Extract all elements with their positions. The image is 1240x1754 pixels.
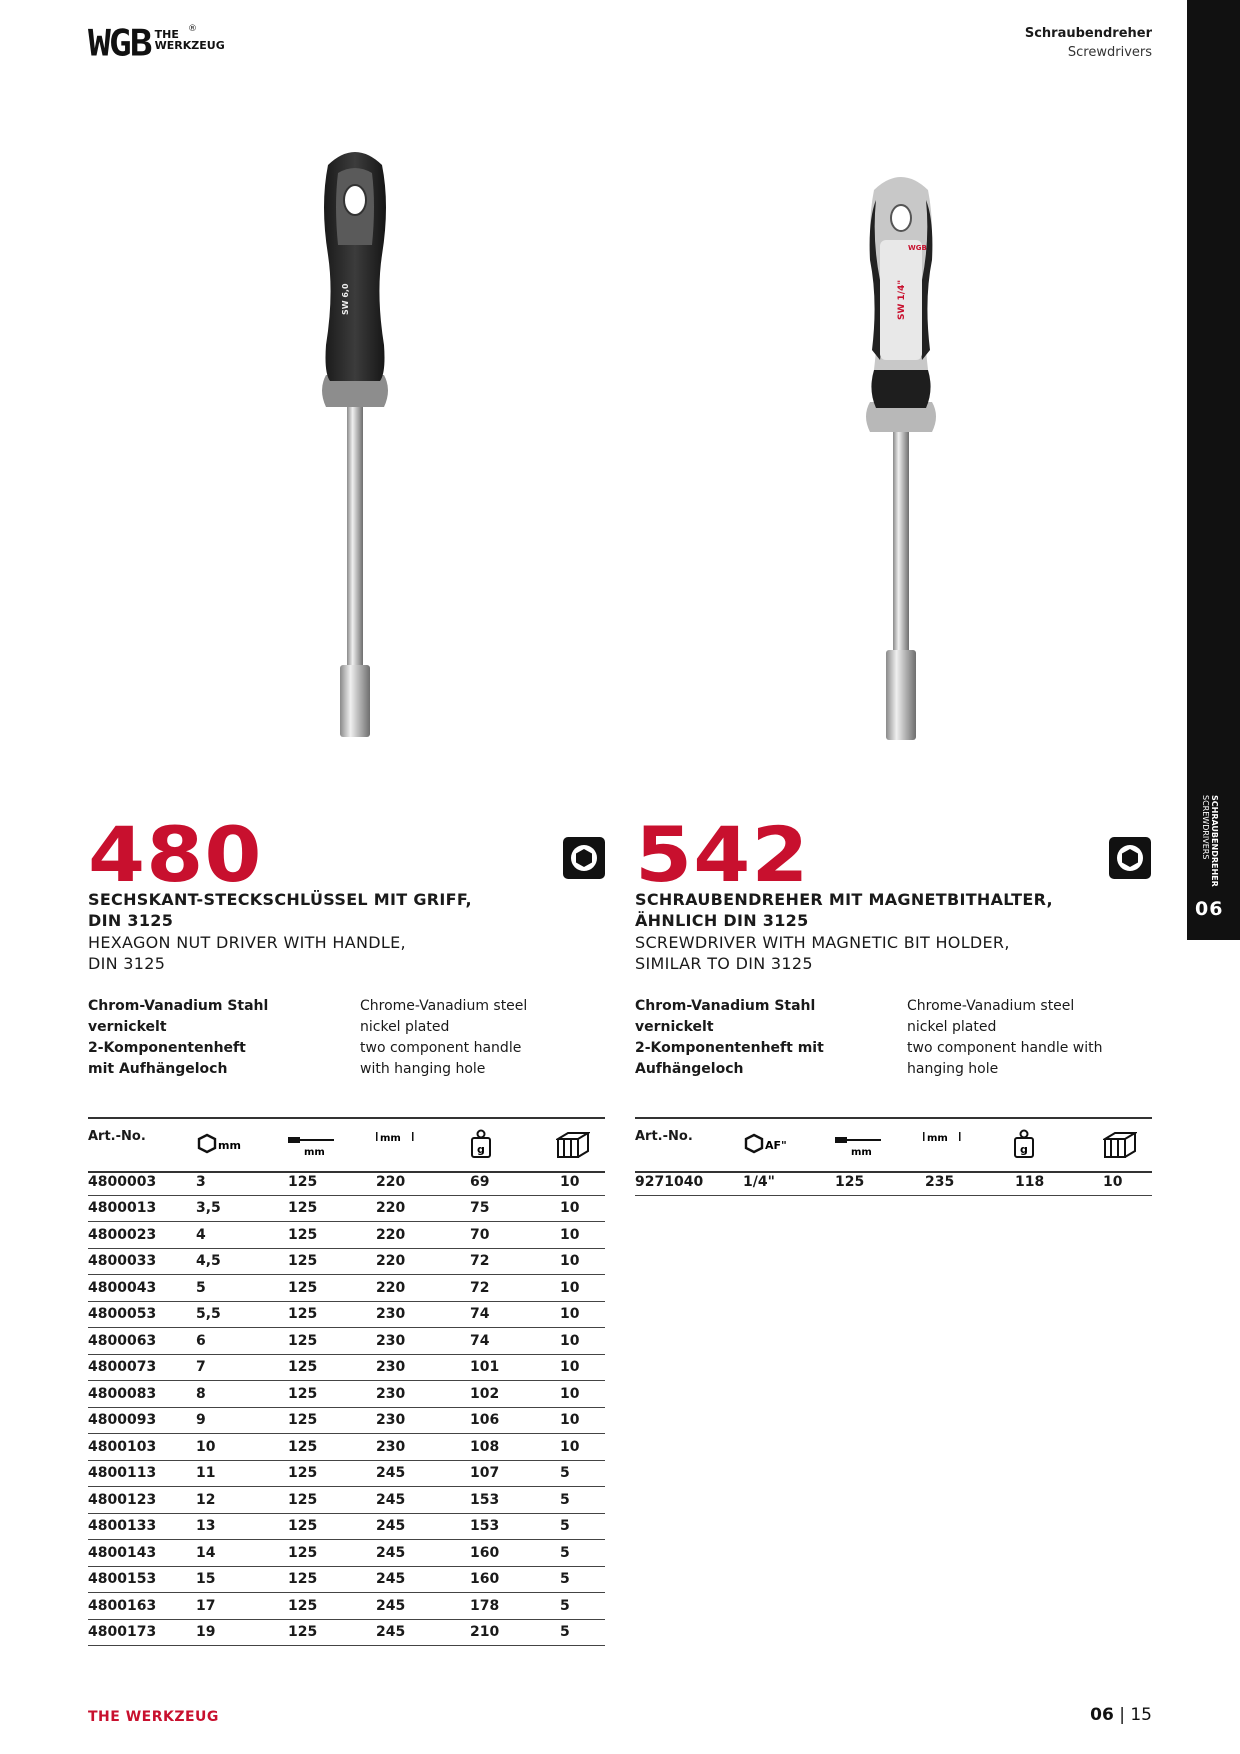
spec-de-item: vernickelt — [635, 1019, 714, 1035]
spec-list-en-542 — [907, 996, 1102, 1080]
footer-brand: THE WERKZEUG — [88, 1709, 219, 1725]
spec-en-item: hanging hole — [907, 1061, 999, 1077]
pack-quantity-icon — [1103, 1129, 1137, 1163]
table-cell: 245 — [376, 1487, 470, 1514]
table-cell: 7 — [196, 1354, 288, 1381]
table-cell: 220 — [376, 1275, 470, 1302]
product-number-542: 542 — [635, 810, 810, 899]
table-cell: 10 — [560, 1275, 605, 1302]
table-cell: 125 — [288, 1275, 376, 1302]
spec-de-item: Aufhängeloch — [635, 1061, 744, 1077]
table-cell: 125 — [288, 1248, 376, 1275]
table-cell: 3,5 — [196, 1195, 288, 1222]
table-cell: 5 — [560, 1593, 605, 1620]
weight-unit: g — [477, 1143, 485, 1156]
table-cell: 4800113 — [88, 1460, 196, 1487]
page-number — [1090, 1705, 1152, 1725]
length-unit: mm — [927, 1133, 948, 1144]
table-cell: 4800033 — [88, 1248, 196, 1275]
sidebar-label — [1199, 795, 1219, 887]
table-cell: 125 — [288, 1354, 376, 1381]
title-de-line-2: ÄHNLICH DIN 3125 — [635, 911, 809, 930]
title-de-line-1: SCHRAUBENDREHER MIT MAGNETBITHALTER, — [635, 890, 1053, 909]
table-cell: 230 — [376, 1407, 470, 1434]
footer-chapter: 06 — [1090, 1705, 1114, 1725]
title-en-line-2: SIMILAR TO DIN 3125 — [635, 954, 813, 973]
spec-de-item: vernickelt — [88, 1019, 167, 1035]
table-cell: 10 — [196, 1434, 288, 1461]
table-cell: 15 — [196, 1566, 288, 1593]
table-cell: 230 — [376, 1381, 470, 1408]
spec-de-item: Chrom-Vanadium Stahl — [88, 998, 269, 1014]
table-row — [88, 1195, 605, 1222]
table-cell: 4 — [196, 1222, 288, 1249]
weight-icon — [1013, 1129, 1035, 1163]
product-title-en-480 — [88, 932, 406, 974]
data-table-480 — [88, 1169, 605, 1646]
table-cell: 106 — [470, 1407, 560, 1434]
hex-size-icon — [196, 1133, 246, 1159]
pack-quantity-icon — [556, 1129, 590, 1163]
table-cell: 3 — [196, 1169, 288, 1195]
table-cell: 4800173 — [88, 1619, 196, 1646]
table-row — [88, 1169, 605, 1195]
table-row — [88, 1381, 605, 1408]
table-cell: 4800143 — [88, 1540, 196, 1567]
table-cell: 11 — [196, 1460, 288, 1487]
spec-en-item: Chrome-Vanadium steel — [360, 998, 528, 1014]
table-body-480 — [88, 1169, 605, 1646]
table-cell: 74 — [470, 1301, 560, 1328]
table-cell: 4800123 — [88, 1487, 196, 1514]
table-cell: 230 — [376, 1328, 470, 1355]
category-title-de: Schraubendreher — [1024, 26, 1152, 41]
table-cell: 4800133 — [88, 1513, 196, 1540]
brand-logo — [88, 22, 225, 64]
table-cell: 4800043 — [88, 1275, 196, 1302]
product-image-480 — [310, 145, 400, 745]
table-cell: 72 — [470, 1275, 560, 1302]
table-body-542 — [635, 1169, 1152, 1195]
table-cell: 5 — [560, 1513, 605, 1540]
table-cell: 125 — [288, 1513, 376, 1540]
spec-de-item: 2-Komponentenheft mit — [635, 1040, 824, 1056]
spec-en-item: Chrome-Vanadium steel — [907, 998, 1075, 1014]
table-cell: 125 — [288, 1169, 376, 1195]
table-cell: 9271040 — [635, 1169, 743, 1195]
table-cell: 125 — [288, 1434, 376, 1461]
table-row — [88, 1593, 605, 1620]
table-cell: 108 — [470, 1434, 560, 1461]
title-de-line-2: DIN 3125 — [88, 911, 174, 930]
table-row — [88, 1513, 605, 1540]
table-cell: 4800093 — [88, 1407, 196, 1434]
table-row — [88, 1566, 605, 1593]
table-cell: 5,5 — [196, 1301, 288, 1328]
table-cell: 230 — [376, 1434, 470, 1461]
spec-list-de-480 — [88, 996, 268, 1080]
table-cell: 10 — [560, 1195, 605, 1222]
spec-en-item: nickel plated — [907, 1019, 997, 1035]
table-cell: 153 — [470, 1513, 560, 1540]
footer-separator: | — [1119, 1705, 1125, 1725]
table-cell: 4800073 — [88, 1354, 196, 1381]
product-title-de-542 — [635, 889, 1053, 931]
table-cell: 4800053 — [88, 1301, 196, 1328]
table-cell: 107 — [470, 1460, 560, 1487]
sidebar-label-de: SCHRAUBENDREHER — [1210, 795, 1219, 887]
table-cell: 10 — [560, 1434, 605, 1461]
table-cell: 69 — [470, 1169, 560, 1195]
title-en-line-1: SCREWDRIVER WITH MAGNETIC BIT HOLDER, — [635, 933, 1010, 952]
table-cell: 245 — [376, 1540, 470, 1567]
table-row — [88, 1275, 605, 1302]
logo-registered: ® — [188, 24, 197, 34]
product-number-480: 480 — [88, 810, 263, 899]
table-row — [88, 1487, 605, 1514]
table-cell: 6 — [196, 1328, 288, 1355]
table-cell: 4800163 — [88, 1593, 196, 1620]
table-cell: 1/4" — [743, 1169, 835, 1195]
table-cell: 10 — [560, 1407, 605, 1434]
spec-list-en-480 — [360, 996, 527, 1080]
table-cell: 118 — [1015, 1169, 1103, 1195]
table-cell: 245 — [376, 1619, 470, 1646]
table-row — [88, 1407, 605, 1434]
table-cell: 125 — [288, 1619, 376, 1646]
table-cell: 125 — [288, 1301, 376, 1328]
table-cell: 153 — [470, 1487, 560, 1514]
table-cell: 10 — [560, 1354, 605, 1381]
table-cell: 125 — [288, 1593, 376, 1620]
table-cell: 72 — [470, 1248, 560, 1275]
blade-unit: mm — [851, 1147, 872, 1157]
sidebar-label-en: SCREWDRIVERS — [1201, 795, 1210, 860]
table-cell: 14 — [196, 1540, 288, 1567]
table-cell: 4800083 — [88, 1381, 196, 1408]
logo-line-2: WERKZEUG — [154, 39, 225, 52]
table-cell: 125 — [288, 1222, 376, 1249]
spec-en-item: two component handle — [360, 1040, 522, 1056]
table-cell: 125 — [288, 1195, 376, 1222]
table-row — [88, 1248, 605, 1275]
table-cell: 8 — [196, 1381, 288, 1408]
table-cell: 70 — [470, 1222, 560, 1249]
table-row — [88, 1301, 605, 1328]
table-cell: 160 — [470, 1566, 560, 1593]
table-cell: 4800003 — [88, 1169, 196, 1195]
table-cell: 102 — [470, 1381, 560, 1408]
table-cell: 5 — [196, 1275, 288, 1302]
table-cell: 125 — [288, 1381, 376, 1408]
table-cell: 10 — [1103, 1169, 1152, 1195]
table-header-480 — [88, 1117, 605, 1173]
table-cell: 10 — [560, 1328, 605, 1355]
col-artno: Art.-No. — [635, 1129, 693, 1144]
table-cell: 17 — [196, 1593, 288, 1620]
table-cell: 4800153 — [88, 1566, 196, 1593]
table-row — [88, 1222, 605, 1249]
hex-drive-icon — [1109, 837, 1151, 879]
table-cell: 125 — [288, 1566, 376, 1593]
table-cell: 160 — [470, 1540, 560, 1567]
table-cell: 10 — [560, 1381, 605, 1408]
table-cell: 9 — [196, 1407, 288, 1434]
table-cell: 220 — [376, 1222, 470, 1249]
weight-unit: g — [1020, 1143, 1028, 1156]
table-cell: 125 — [288, 1460, 376, 1487]
footer-page: 15 — [1130, 1705, 1152, 1725]
table-cell: 125 — [288, 1487, 376, 1514]
table-cell: 5 — [560, 1460, 605, 1487]
table-cell: 245 — [376, 1593, 470, 1620]
table-cell: 245 — [376, 1460, 470, 1487]
table-cell: 125 — [288, 1540, 376, 1567]
blade-length-icon — [288, 1133, 336, 1161]
handle-marking-542: SW 1/4" — [897, 279, 907, 320]
size-unit: AF" — [765, 1139, 787, 1152]
table-cell: 245 — [376, 1566, 470, 1593]
title-en-line-1: HEXAGON NUT DRIVER WITH HANDLE, — [88, 933, 406, 952]
table-cell: 125 — [835, 1169, 925, 1195]
table-row — [88, 1540, 605, 1567]
table-cell: 4800103 — [88, 1434, 196, 1461]
table-row — [88, 1460, 605, 1487]
table-cell: 125 — [288, 1407, 376, 1434]
table-cell: 220 — [376, 1169, 470, 1195]
title-en-line-2: DIN 3125 — [88, 954, 166, 973]
size-unit: mm — [218, 1139, 241, 1152]
table-cell: 74 — [470, 1328, 560, 1355]
spec-en-item: with hanging hole — [360, 1061, 486, 1077]
table-cell: 125 — [288, 1328, 376, 1355]
spec-list-de-542 — [635, 996, 824, 1080]
data-table-542 — [635, 1169, 1152, 1196]
table-cell: 235 — [925, 1169, 1015, 1195]
spec-en-item: nickel plated — [360, 1019, 450, 1035]
total-length-icon — [376, 1129, 420, 1149]
table-cell: 220 — [376, 1195, 470, 1222]
table-cell: 5 — [560, 1487, 605, 1514]
table-cell: 210 — [470, 1619, 560, 1646]
col-artno: Art.-No. — [88, 1129, 146, 1144]
table-cell: 10 — [560, 1222, 605, 1249]
table-cell: 5 — [560, 1619, 605, 1646]
title-de-line-1: SECHSKANT-STECKSCHLÜSSEL MIT GRIFF, — [88, 890, 472, 909]
table-cell: 230 — [376, 1301, 470, 1328]
weight-icon — [470, 1129, 492, 1163]
total-length-icon — [923, 1129, 967, 1149]
handle-logo-542: WGB — [908, 244, 927, 252]
table-cell: 75 — [470, 1195, 560, 1222]
table-cell: 4,5 — [196, 1248, 288, 1275]
spec-de-item: mit Aufhängeloch — [88, 1061, 228, 1077]
table-cell: 10 — [560, 1301, 605, 1328]
table-cell: 10 — [560, 1248, 605, 1275]
product-image-542 — [856, 170, 946, 745]
table-cell: 178 — [470, 1593, 560, 1620]
logo-line-1: THE — [154, 28, 179, 41]
hex-drive-icon — [563, 837, 605, 879]
hex-af-size-icon — [743, 1133, 793, 1159]
logo-mark: WGB — [88, 22, 151, 64]
table-cell: 13 — [196, 1513, 288, 1540]
category-title-en: Screwdrivers — [1067, 45, 1152, 60]
table-row — [88, 1434, 605, 1461]
table-cell: 5 — [560, 1566, 605, 1593]
table-cell: 4800063 — [88, 1328, 196, 1355]
table-cell: 4800013 — [88, 1195, 196, 1222]
blade-length-icon — [835, 1133, 883, 1161]
table-cell: 230 — [376, 1354, 470, 1381]
table-row — [88, 1354, 605, 1381]
table-row — [88, 1328, 605, 1355]
product-title-en-542 — [635, 932, 1010, 974]
table-cell: 19 — [196, 1619, 288, 1646]
table-cell: 5 — [560, 1540, 605, 1567]
length-unit: mm — [380, 1133, 401, 1144]
table-cell: 101 — [470, 1354, 560, 1381]
spec-de-item: Chrom-Vanadium Stahl — [635, 998, 816, 1014]
table-cell: 12 — [196, 1487, 288, 1514]
spec-de-item: 2-Komponentenheft — [88, 1040, 246, 1056]
spec-en-item: two component handle with — [907, 1040, 1103, 1056]
table-cell: 245 — [376, 1513, 470, 1540]
handle-marking-480: SW 6,0 — [341, 283, 350, 315]
table-cell: 10 — [560, 1169, 605, 1195]
table-header-542 — [635, 1117, 1152, 1173]
table-cell: 4800023 — [88, 1222, 196, 1249]
product-title-de-480 — [88, 889, 472, 931]
table-cell: 220 — [376, 1248, 470, 1275]
table-row — [88, 1619, 605, 1646]
blade-unit: mm — [304, 1147, 325, 1157]
sidebar-chapter-number: 06 — [1195, 898, 1224, 920]
table-row — [635, 1169, 1152, 1195]
